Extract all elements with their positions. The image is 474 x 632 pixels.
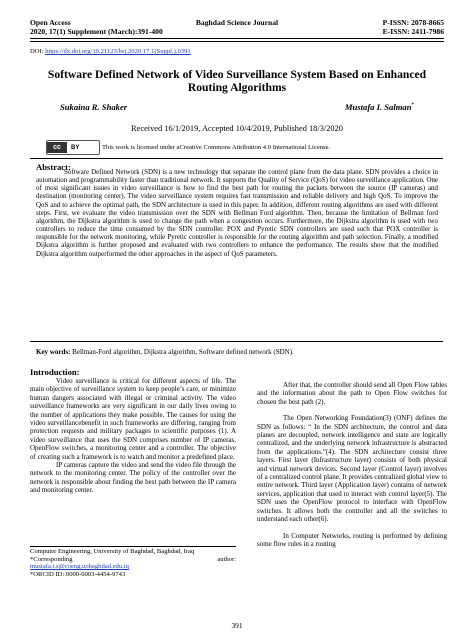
keywords-text: Bellman-Ford algorithm, Dijkstra algorithm, Software defined network (SDN). (72, 348, 294, 356)
corresponding-mark: * (411, 103, 414, 109)
cc-by-badge-icon (46, 140, 100, 155)
left-column (30, 377, 236, 495)
introduction-heading: Introduction: (30, 367, 80, 377)
footnote (30, 546, 236, 578)
open-access-label: Open Access (30, 18, 71, 27)
cc-badge-right: BY (71, 144, 80, 151)
doi-link[interactable]: https://dx.doi.org/10.21123/bsj.2020.17.1(Suppl.).0391 (45, 48, 191, 55)
keywords (36, 348, 294, 356)
corresponding-line (30, 556, 236, 564)
author-2-wrap (345, 102, 414, 112)
license-line (46, 140, 330, 155)
intro-paragraph-5: In Computer Networks, routing is performed by defining some flow rules in a routing (257, 531, 447, 548)
header-rule-bottom (30, 41, 444, 42)
journal-name: Baghdad Science Journal (195, 18, 279, 27)
intro-paragraph-4: The Open Networking Foundation(3) (ONF) defines the SDN as follows: “ In the SDN architecture, the control and data planes are decoupled, network intelligence and state are logically centralized, and the underlying network infrastructure is abstracted from the applications.”(4). The SDN architecture consist three layers. First layer (Infrastructure layer) consists of both physical and virtual network devices. Second layer (Control layer) involves of a centralized control plane. It provides centralized global view to entire network. Third layer (Application layer) contains of network services, application that used to interact with control layer(5). The SDN uses the OpenFlow protocol to interface with OpenFlow switches. It allows both the controller and all the switches to understand each other(6). (257, 414, 447, 524)
intro-paragraph-2: IP cameras capture the video and send the video file through the network to the monitoring center. The policy of the controller over the network is responsible about finding the best path between the IP camera and monitoring center. (30, 461, 236, 495)
license-end: . (328, 144, 331, 151)
corresponding-author-label: author: (217, 555, 236, 563)
footnote-rule (30, 546, 236, 547)
license-text: This work is licensed under a (102, 144, 180, 151)
intro-paragraph-1: Video surveillance is critical for different aspects of life. The main objective of surveillance system to keep people’s care, or minimize human dangers associated with illegal or criminal activity. The video surveillance frameworks are very significant in our daily lives owing to the number of applications they make possible. The causes for using the video surveillancebenefit in such frameworks are differing, ranging from protection requests and military packages to scientific purposes (1). A video surveillance that uses the SDN comprises number of IP cameras, OpenFlow switches, a monitoring center and a controller. The objective of creating such a framework is to watch and monitor a predefined place. (30, 377, 236, 461)
e-issn: E-ISSN: 2411-7986 (382, 27, 444, 36)
affiliation: Computer Engineering, University of Baghdad, Baghdad, Iraq (30, 548, 195, 555)
abstract-heading: Abstract: (36, 162, 71, 172)
orcid: *ORCID ID: 0000-0003-4454-9743 (30, 570, 126, 578)
right-column (257, 381, 447, 548)
cc-badge-left: cc (47, 142, 67, 153)
author-line (60, 102, 414, 112)
intro-paragraph-3: After that, the controller should send all Open Flow tables and the information about the path to Open Flow switches for chosen the best path (2). (257, 381, 447, 406)
p-issn: P-ISSN: 2078-8665 (382, 18, 444, 27)
author-2: Mustafa I. Salman (344, 102, 412, 112)
received-dates: Received 16/1/2019, Accepted 10/4/2019, Published 18/3/2020 (131, 124, 343, 133)
author-1: Sukaina R. Shaker (60, 102, 128, 112)
keywords-label: Key words: (36, 348, 73, 356)
journal-header-right (383, 18, 444, 36)
issue-info: 2020, 17(1) Supplement (March):391-400 (30, 27, 163, 36)
page-number: 391 (231, 621, 243, 630)
email-link[interactable]: mustafa.i.s@coeng.uobaghdad.edu.iq (30, 563, 129, 571)
doi-label: DOI: (30, 48, 46, 55)
title-line-1: Software Defined Network of Video Surveillance System Based on Enhanced (47, 68, 427, 81)
abstract-text: Software Defined Network (SDN) is a new technology that separate the control plane from the data plane. SDN provides a choice in automation and programmability faster than traditional network. It supports the Quality of Service (QoS) for video surveillance application. One of most significant issues in video surveillance is how to find the best path for routing the packets between the source (IP cameras) and destination (monitoring center). The video surveillance system requires fast transmission and reliable delivery and high QoS. To improve the QoS and to achieve the optimal path, the SDN architecture is used in this paper. In addition, different routing algorithms are used with different steps. First, we evaluate the video transmission over the SDN with Bellman Ford algorithm. Then, because the limitation of Bellman ford algorithm, the Dijkstra algorithm is used to change the path when a congestion occurs. Furthermore, the Dijkstra algorithm is used with two controllers to reduce the time consumed by the SDN controller. POX and Pyretic SDN controllers are used such that POX controller is responsible for the network monitoring, while Pyretic controller is responsible for the routing algorithm and path selection. Finally, a modified Dijkstra algorithm is further proposed and evaluated with two controllers to enhance the performance. The results show that the modified Dijkstra algorithm outperformed the other approaches in the aspect of QoS parameters. (36, 168, 438, 258)
paper-title (40, 68, 434, 94)
license-link[interactable]: Creative Commons Attribution 4.0 International License (179, 144, 329, 151)
header-rule-top (30, 38, 444, 39)
title-line-2: Routing Algorithms (187, 81, 287, 94)
corresponding-label: *Corresponding (30, 555, 73, 563)
doi-line (30, 48, 191, 55)
